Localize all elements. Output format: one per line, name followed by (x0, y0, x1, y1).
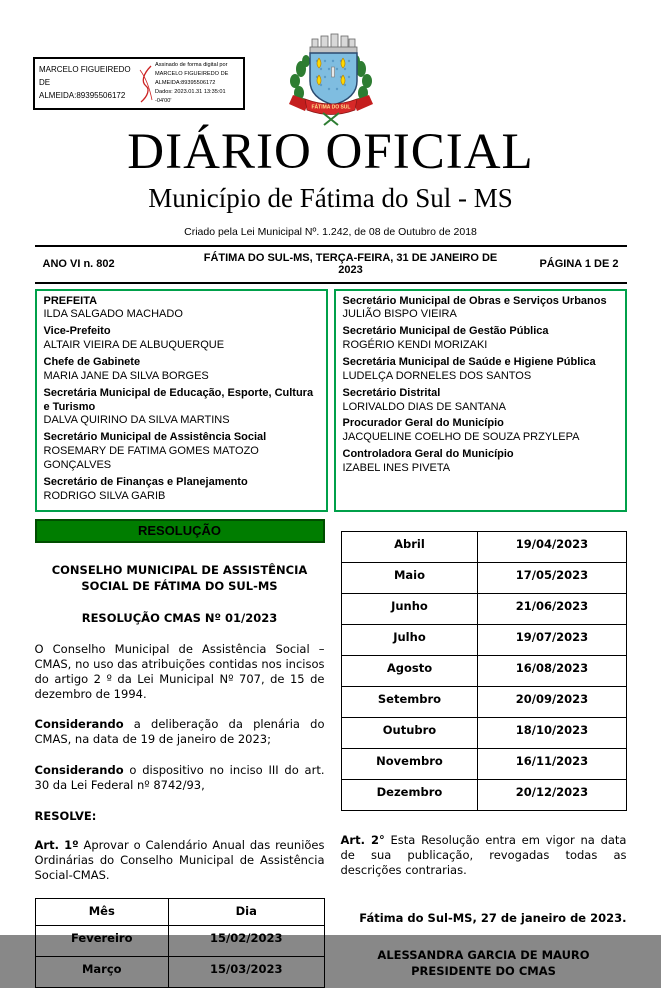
article-1-text: Aprovar o Calendário Anual das reuniões Ordinárias do Conselho Municipal de Assistência Social-CMAS. (34, 837, 325, 883)
gazette-subtitle: Município de Fátima do Sul - MS (148, 182, 513, 213)
official-name: ROSEMARY DE FATIMA GOMES MATOZO GONÇALVES (43, 445, 259, 471)
table-row (341, 748, 626, 779)
official-role: Secretária Municipal de Saúde e Higiene Pública (342, 355, 596, 368)
edition-date: FÁTIMA DO SUL-MS, TERÇA-FEIRA, 31 DE JANEIRO DE 2023 (203, 251, 498, 276)
official-name: ALTAIR VIEIRA DE ALBUQUERQUE (43, 339, 225, 352)
shield-center-figure (331, 67, 334, 77)
table-header-row (35, 899, 324, 926)
coat-of-arms (279, 31, 383, 127)
considering-lead: Considerando (34, 717, 124, 732)
creation-law-note: Criado pela Lei Municipal Nº. 1.242, de 08 de Outubro de 2018 (184, 225, 477, 238)
day-cell: 17/05/2023 (478, 562, 626, 593)
official-role: PREFEITA (43, 294, 98, 307)
official-name: ROGÉRIO KENDI MORIZAKI (342, 339, 488, 352)
column-header-month: Mês (35, 899, 169, 926)
considering-text: o dispositivo no inciso III do art. 30 da Lei Federal nº 8742/93, (34, 762, 325, 792)
resolution-column-left (35, 519, 325, 988)
month-cell: Dezembro (341, 779, 478, 810)
month-cell: Agosto (341, 655, 478, 686)
article-2-paragraph (341, 833, 627, 879)
month-cell: Março (35, 957, 169, 988)
official-role: Procurador Geral do Município (342, 417, 504, 430)
month-cell: Junho (341, 593, 478, 624)
signature-flourish-icon (138, 64, 154, 104)
place-date-line: Fátima do Sul-MS, 27 de janeiro de 2023. (359, 911, 627, 926)
table-row (35, 926, 324, 957)
signature-detail-line: Assinado de forma digital por (155, 62, 228, 69)
day-cell: 19/07/2023 (478, 624, 626, 655)
edition-header-bar (35, 245, 627, 284)
resolution-paragraph: O Conselho Municipal de Assistência Social – CMAS, no uso das atribuições contidas nos incisos do artigo 2 º da Lei Municipal Nº 707, de 15 de dezembro de 1994. (34, 641, 325, 702)
signature-detail-line: ALMEIDA:89395506172 (155, 80, 216, 87)
page-indicator: PÁGINA 1 DE 2 (539, 257, 619, 270)
official-name: JACQUELINE COELHO DE SOUZA PRZYLEPA (342, 431, 580, 444)
mural-crown (310, 34, 357, 53)
article-1-lead: Art. 1º (34, 837, 79, 852)
official-name: ILDA SALGADO MACHADO (43, 308, 183, 321)
month-cell: Novembro (341, 748, 478, 779)
month-cell: Julho (341, 624, 478, 655)
official-role: Secretário Distrital (342, 386, 441, 399)
official-role: Secretário Municipal de Gestão Pública (342, 325, 549, 338)
table-row (35, 957, 324, 988)
official-entry (44, 295, 319, 323)
calendar-table-left (35, 898, 325, 988)
official-name: DALVA QUIRINO DA SILVA MARTINS (43, 414, 230, 427)
official-role: Secretário de Finanças e Planejamento (43, 475, 248, 488)
official-entry (343, 295, 618, 323)
article-2-text: Esta Resolução entra em vigor na data de sua publicação, revogadas todas as descrições contrarias. (340, 832, 627, 877)
official-role: Vice-Prefeito (43, 325, 111, 338)
official-name: LUDELÇA DORNELES DOS SANTOS (342, 369, 532, 382)
day-cell: 18/10/2023 (478, 717, 626, 748)
signature-signer-name: MARCELO FIGUEIREDO DE ALMEIDA:89395506172 (39, 65, 131, 100)
section-banner: RESOLUÇÃO (35, 519, 325, 543)
signature-detail-line: Dados: 2023.01.31 13:35:01 -04'00' (155, 88, 226, 104)
day-cell: 21/06/2023 (478, 593, 626, 624)
calendar-table-right (341, 531, 627, 811)
official-entry (44, 431, 319, 473)
resolution-council-heading: CONSELHO MUNICIPAL DE ASSISTÊNCIA SOCIAL DE FÁTIMA DO SUL-MS (51, 562, 308, 594)
table-row (341, 686, 626, 717)
signatory-role: PRESIDENTE DO CMAS (411, 964, 556, 979)
ribbon-text: FÁTIMA DO SUL (311, 104, 350, 111)
official-entry (44, 476, 319, 504)
official-role: Secretário Municipal de Obras e Serviços Urbanos (342, 294, 607, 307)
table-row (341, 531, 626, 562)
official-entry (44, 356, 319, 384)
day-cell: 15/02/2023 (169, 926, 324, 957)
edition-number: ANO VI n. 802 (42, 257, 115, 270)
considering-paragraph (35, 763, 325, 793)
official-role: Secretária Municipal de Educação, Esporte, Cultura e Turismo (43, 386, 314, 413)
resolve-label: RESOLVE: (34, 808, 97, 823)
official-name: IZABEL INES PIVETA (342, 462, 451, 474)
resolution-number-heading: RESOLUÇÃO CMAS Nº 01/2023 (81, 610, 278, 625)
table-row (341, 624, 626, 655)
table-row (341, 779, 626, 810)
official-entry (343, 387, 618, 415)
day-cell: 15/03/2023 (169, 957, 324, 988)
official-entry (44, 325, 319, 353)
official-entry (343, 417, 618, 445)
officials-box-left (35, 289, 328, 512)
official-name: LORIVALDO DIAS DE SANTANA (342, 400, 506, 413)
official-role: Controladora Geral do Município (342, 448, 514, 461)
day-cell: 16/11/2023 (478, 748, 626, 779)
signature-details (155, 61, 239, 106)
considering-lead: Considerando (34, 762, 124, 777)
official-entry (343, 356, 618, 384)
article-2-lead: Art. 2° (340, 832, 385, 847)
considering-text: a deliberação da plenária do CMAS, na data de 19 de janeiro de 2023; (34, 717, 325, 747)
article-1-paragraph (35, 838, 325, 884)
month-cell: Maio (341, 562, 478, 593)
official-name: RODRIGO SILVA GARIB (43, 489, 166, 502)
table-row (341, 562, 626, 593)
digital-signature-stamp (33, 57, 245, 110)
resolution-column-right (341, 519, 627, 979)
column-header-day: Dia (169, 899, 324, 926)
signatory-name: ALESSANDRA GARCIA DE MAURO (377, 948, 590, 963)
official-entry (44, 387, 319, 429)
official-role: Secretário Municipal de Assistência Social (43, 431, 267, 444)
month-cell: Abril (341, 531, 478, 562)
day-cell: 20/09/2023 (478, 686, 626, 717)
table-row (341, 593, 626, 624)
day-cell: 20/12/2023 (478, 779, 626, 810)
official-role: Chefe de Gabinete (43, 355, 141, 368)
month-cell: Fevereiro (35, 926, 169, 957)
day-cell: 19/04/2023 (478, 531, 626, 562)
gazette-title: DIÁRIO OFICIAL (127, 124, 534, 180)
considering-paragraph (35, 717, 325, 747)
day-cell: 16/08/2023 (478, 655, 626, 686)
officials-box-right (334, 289, 627, 512)
signature-detail-line: MARCELO FIGUEIREDO DE (155, 71, 229, 78)
official-entry (343, 448, 618, 476)
official-name: MARIA JANE DA SILVA BORGES (43, 369, 209, 382)
month-cell: Setembro (341, 686, 478, 717)
table-row (341, 717, 626, 748)
official-name: JULIÃO BISPO VIEIRA (342, 308, 457, 321)
table-row (341, 655, 626, 686)
officials-section (35, 289, 627, 512)
resolution-body (35, 519, 627, 988)
official-entry (343, 325, 618, 353)
month-cell: Outubro (341, 717, 478, 748)
